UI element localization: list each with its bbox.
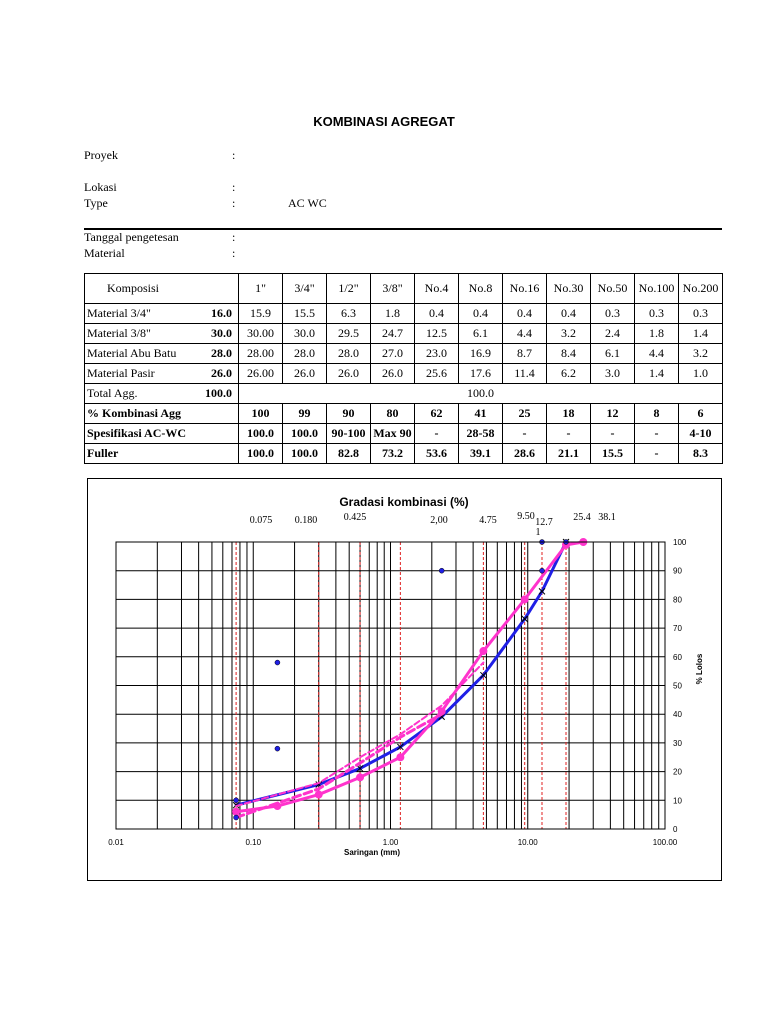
sieve-header: 3/4": [283, 274, 327, 304]
table-cell: 2.4: [591, 324, 635, 344]
table-cell: 4.4: [503, 324, 547, 344]
total-label: Total Agg.: [85, 384, 193, 404]
table-cell: Max 90: [371, 424, 415, 444]
table-cell: 62: [415, 404, 459, 424]
total-value: 100.0: [239, 384, 723, 404]
table-cell: -: [591, 424, 635, 444]
x-tick-label: 0.01: [108, 838, 124, 847]
x-tick-label: 10.00: [517, 838, 538, 847]
sieve-header: 1/2": [327, 274, 371, 304]
sieve-label: 4.75: [479, 515, 497, 526]
header-komposisi: Komposisi: [85, 274, 239, 304]
table-cell: 12: [591, 404, 635, 424]
y-tick-label: 20: [673, 767, 682, 777]
fuller-label: Fuller: [85, 444, 239, 464]
sieve-label: 25.4: [573, 512, 591, 523]
x-tick-label: 1.00: [382, 838, 399, 847]
table-cell: 1.4: [679, 324, 723, 344]
sieve-label: 12.7: [535, 517, 553, 528]
table-cell: 8.4: [547, 344, 591, 364]
info-label: Tanggal pengetesan: [84, 230, 179, 244]
info-label: Lokasi: [84, 180, 117, 194]
table-cell: 73.2: [371, 444, 415, 464]
table-cell: 15.5: [591, 444, 635, 464]
table-row-material-3: [85, 344, 723, 364]
table-cell: 6: [679, 404, 723, 424]
table-cell: 8: [635, 404, 679, 424]
table-cell: 90-100: [327, 424, 371, 444]
table-cell: 39.1: [459, 444, 503, 464]
sieve-label: 38.1: [598, 512, 616, 523]
table-cell: 16.9: [459, 344, 503, 364]
table-cell: 1.0: [679, 364, 723, 384]
table-cell: 29.5: [327, 324, 371, 344]
data-point: [234, 815, 239, 820]
y-tick-label: 30: [673, 738, 682, 748]
table-cell: 12.5: [415, 324, 459, 344]
data-point: [232, 808, 240, 816]
table-cell: 21.1: [547, 444, 591, 464]
table-cell: 1.8: [635, 324, 679, 344]
table-cell: 6.2: [547, 364, 591, 384]
sieve-header: No.30: [547, 274, 591, 304]
y-tick-label: 80: [673, 595, 682, 605]
table-cell: 1.8: [371, 304, 415, 324]
table-cell: 0.4: [547, 304, 591, 324]
table-cell: 6.3: [327, 304, 371, 324]
chart-svg: [88, 479, 721, 880]
table-cell: 0.3: [591, 304, 635, 324]
sieve-header: No.8: [459, 274, 503, 304]
table-cell: 100.0: [283, 444, 327, 464]
table-cell: 28.6: [503, 444, 547, 464]
info-type: [84, 196, 384, 212]
info-colon: :: [232, 246, 236, 260]
sieve-header: No.4: [415, 274, 459, 304]
sieve-label: 2,00: [430, 515, 448, 526]
table-header-row: [85, 274, 723, 304]
data-point: [439, 568, 444, 573]
table-row-spesifikasi: [85, 424, 723, 444]
table-cell: 15.5: [283, 304, 327, 324]
table-cell: 25.6: [415, 364, 459, 384]
y-tick-label: 70: [673, 624, 682, 634]
sieve-label: 1: [535, 527, 541, 538]
material-percent: 16.0: [193, 304, 239, 324]
table-cell: 28.00: [239, 344, 283, 364]
material-name: Material 3/4": [85, 304, 193, 324]
series-line: [236, 714, 442, 817]
table-cell: 28.0: [327, 344, 371, 364]
data-point: [275, 660, 280, 665]
table-cell: 3.2: [679, 344, 723, 364]
material-name: Material 3/8": [85, 324, 193, 344]
y-tick-label: 10: [673, 796, 682, 806]
table-cell: 28-58: [459, 424, 503, 444]
table-row-material-1: [85, 304, 723, 324]
table-row-kombinasi: [85, 404, 723, 424]
table-cell: 3.0: [591, 364, 635, 384]
sieve-label: 0.180: [294, 515, 318, 526]
y-tick-label: 90: [673, 566, 682, 576]
sieve-header: No.200: [679, 274, 723, 304]
table-cell: -: [415, 424, 459, 444]
table-cell: 6.1: [591, 344, 635, 364]
table-cell: 82.8: [327, 444, 371, 464]
series-line: [236, 542, 566, 805]
material-percent: 30.0: [193, 324, 239, 344]
table-cell: 15.9: [239, 304, 283, 324]
y-tick-label: 50: [673, 681, 682, 691]
info-label: Proyek: [84, 148, 118, 162]
x-tick-label: 100.00: [652, 838, 678, 847]
info-material: [84, 246, 384, 262]
table-cell: 53.6: [415, 444, 459, 464]
table-cell: 26.0: [283, 364, 327, 384]
table-cell: 23.0: [415, 344, 459, 364]
table-cell: 6.1: [459, 324, 503, 344]
composition-table: [84, 273, 723, 464]
table-cell: 0.3: [679, 304, 723, 324]
table-cell: 100.0: [239, 424, 283, 444]
table-cell: -: [635, 424, 679, 444]
table-cell: 8.7: [503, 344, 547, 364]
table-cell: 4.4: [635, 344, 679, 364]
table-cell: 0.4: [459, 304, 503, 324]
table-cell: -: [547, 424, 591, 444]
info-label: Material: [84, 246, 125, 260]
table-cell: 26.00: [239, 364, 283, 384]
info-colon: :: [232, 196, 236, 210]
table-cell: 26.0: [371, 364, 415, 384]
info-colon: :: [232, 180, 236, 194]
table-row-material-4: [85, 364, 723, 384]
sieve-label: 9.50: [517, 511, 535, 522]
info-value: AC WC: [288, 196, 327, 210]
table-cell: 26.0: [327, 364, 371, 384]
table-row-total: [85, 384, 723, 404]
document-title: KOMBINASI AGREGAT: [313, 114, 455, 129]
table-cell: 41: [459, 404, 503, 424]
table-cell: 4-10: [679, 424, 723, 444]
table-cell: 100: [239, 404, 283, 424]
y-axis-label: % Lolos: [695, 653, 704, 685]
table-cell: 11.4: [503, 364, 547, 384]
table-cell: 17.6: [459, 364, 503, 384]
kombinasi-label: % Kombinasi Agg: [85, 404, 239, 424]
x-axis-label: Saringan (mm): [343, 848, 401, 857]
table-cell: 100.0: [239, 444, 283, 464]
data-point: [315, 791, 323, 799]
sieve-label: 0.075: [249, 515, 273, 526]
y-tick-label: 100: [673, 538, 687, 547]
table-cell: 90: [327, 404, 371, 424]
table-cell: 100.0: [283, 424, 327, 444]
chart-title: Gradasi kombinasi (%): [339, 495, 469, 509]
table-cell: 0.3: [635, 304, 679, 324]
sieve-header: 3/8": [371, 274, 415, 304]
material-name: Material Pasir: [85, 364, 193, 384]
spesifikasi-label: Spesifikasi AC-WC: [85, 424, 239, 444]
table-cell: 30.0: [283, 324, 327, 344]
table-cell: 99: [283, 404, 327, 424]
table-cell: -: [635, 444, 679, 464]
sieve-label: 0.425: [343, 512, 367, 523]
table-cell: 27.0: [371, 344, 415, 364]
info-lokasi: [84, 180, 384, 196]
material-percent: 26.0: [193, 364, 239, 384]
data-point: [396, 753, 404, 761]
data-point: [521, 595, 529, 603]
y-tick-label: 0: [673, 825, 678, 834]
table-cell: 0.4: [415, 304, 459, 324]
total-percent: 100.0: [193, 384, 239, 404]
table-cell: 1.4: [635, 364, 679, 384]
table-row-fuller: [85, 444, 723, 464]
data-point: [234, 798, 239, 803]
table-cell: 0.4: [503, 304, 547, 324]
data-point: [539, 568, 544, 573]
data-point: [275, 746, 280, 751]
info-proyek: [84, 148, 384, 164]
table-cell: 80: [371, 404, 415, 424]
table-cell: 18: [547, 404, 591, 424]
y-tick-label: 60: [673, 652, 682, 662]
data-point: [356, 773, 364, 781]
table-cell: 25: [503, 404, 547, 424]
material-percent: 28.0: [193, 344, 239, 364]
table-cell: 8.3: [679, 444, 723, 464]
info-colon: :: [232, 148, 236, 162]
table-cell: -: [503, 424, 547, 444]
y-tick-label: 40: [673, 710, 682, 720]
gradation-chart: [87, 478, 722, 881]
material-name: Material Abu Batu: [85, 344, 193, 364]
table-cell: 3.2: [547, 324, 591, 344]
table-cell: 24.7: [371, 324, 415, 344]
info-tanggal: [84, 230, 384, 246]
table-cell: 30.00: [239, 324, 283, 344]
table-cell: 28.0: [283, 344, 327, 364]
x-tick-label: 0.10: [245, 838, 262, 847]
info-label: Type: [84, 196, 108, 210]
table-row-material-2: [85, 324, 723, 344]
sieve-header: No.16: [503, 274, 547, 304]
data-point: [479, 647, 487, 655]
info-colon: :: [232, 230, 236, 244]
sieve-header: No.50: [591, 274, 635, 304]
sieve-header: 1": [239, 274, 283, 304]
sieve-header: No.100: [635, 274, 679, 304]
